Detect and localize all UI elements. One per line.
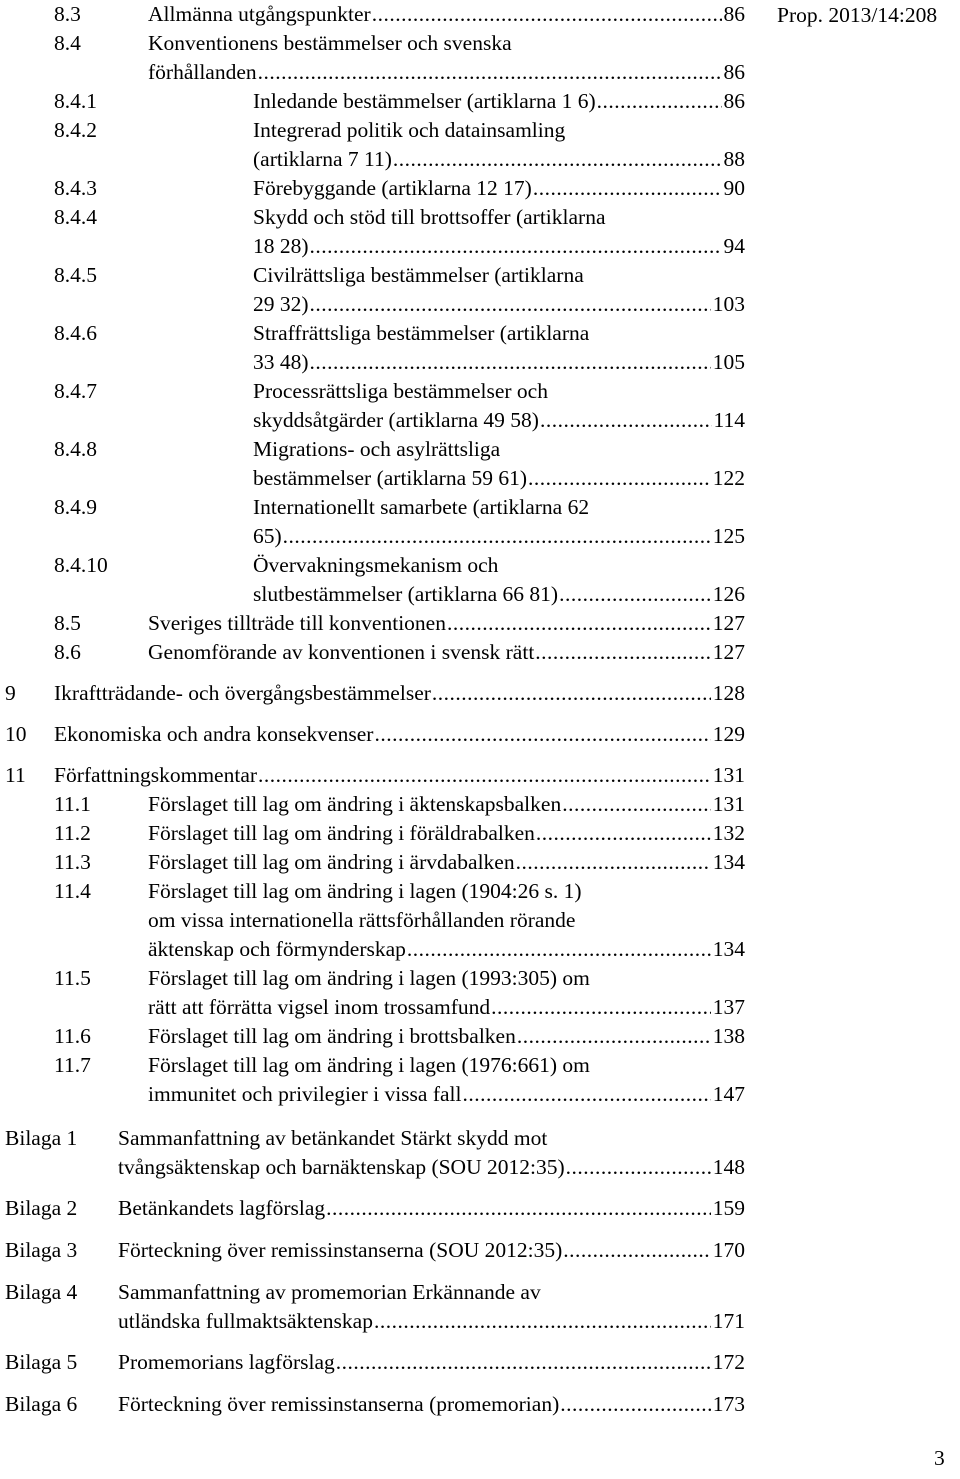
- toc-entry-title-line: Konventionens bestämmelser och svenska: [148, 31, 512, 55]
- toc-entry-title: slutbestämmelser (artiklarna 66 81): [253, 582, 559, 606]
- dot-leader: [461, 1080, 710, 1109]
- toc-entry-title: 33 48): [253, 350, 309, 374]
- toc-entry-number: 8.4: [54, 31, 81, 55]
- toc-entry-page: 159: [712, 1196, 745, 1220]
- dot-leader: [431, 679, 711, 708]
- toc-entry-page: 127: [712, 640, 745, 664]
- toc-entry-number: 8.6: [54, 640, 81, 664]
- toc-entry: [0, 435, 745, 493]
- dot-leader: [309, 290, 711, 319]
- toc-entry-title: förhållanden: [148, 60, 257, 84]
- toc-entry: [0, 720, 745, 749]
- toc-entry: [0, 116, 745, 174]
- toc-entry-title: Allmänna utgångspunkter: [148, 2, 371, 26]
- toc-entry-title: Förslaget till lag om ändring i ärvdabalken: [148, 850, 515, 874]
- toc-entry: [0, 679, 745, 708]
- dot-leader: [534, 638, 710, 667]
- toc-entry-number: 11.3: [54, 850, 91, 874]
- toc-entry-title: skyddsåtgärder (artiklarna 49 58): [253, 408, 539, 432]
- toc-entry-title: Ikraftträdande- och övergångsbestämmelser: [54, 681, 431, 705]
- toc-entry-title: (artiklarna 7 11): [253, 147, 392, 171]
- toc-entry-number: 11.5: [54, 966, 91, 990]
- toc-entry: [0, 0, 745, 29]
- toc-entry-title-line: Förslaget till lag om ändring i lagen (1993:305) om: [148, 966, 590, 990]
- toc-entry-number: 9: [5, 681, 16, 705]
- toc-entry-title-line: Processrättsliga bestämmelser och: [253, 379, 548, 403]
- toc-entry: [0, 377, 745, 435]
- toc-entry-page: 137: [712, 995, 745, 1019]
- toc-entry-page: 129: [712, 722, 745, 746]
- toc-entry-title-line: Övervakningsmekanism och: [253, 553, 499, 577]
- toc-entry-page: 131: [712, 763, 745, 787]
- toc-entry-title: immunitet och privilegier i vissa fall: [148, 1082, 462, 1106]
- toc-entry-title: utländska fullmaktsäktenskap: [118, 1309, 373, 1333]
- toc-entry-page: 126: [712, 582, 745, 606]
- toc-entry-title: rätt att förrätta vigsel inom trossamfund: [148, 995, 491, 1019]
- toc-entry: [0, 1278, 745, 1336]
- toc-entry: [0, 319, 745, 377]
- toc-entry-page: 138: [712, 1024, 745, 1048]
- toc-entry: [0, 1194, 745, 1223]
- toc-entry-page: 114: [713, 408, 745, 432]
- dot-leader: [539, 406, 712, 435]
- toc-entry-title-line: Migrations- och asylrättsliga: [253, 437, 501, 461]
- toc-entry-page: 171: [712, 1309, 745, 1333]
- toc-entry-number: 11.2: [54, 821, 91, 845]
- toc-entry-page: 128: [712, 681, 745, 705]
- toc-entry: [0, 261, 745, 319]
- page-reference-header: Prop. 2013/14:208: [777, 3, 938, 27]
- dot-leader: [392, 145, 722, 174]
- toc-entry-number: Bilaga 1: [5, 1126, 78, 1150]
- dot-leader: [596, 87, 722, 116]
- toc-entry-number: 8.4.2: [54, 118, 97, 142]
- toc-entry-title-line: Skydd och stöd till brottsoffer (artiklarna: [253, 205, 606, 229]
- toc-entry-title: Förebyggande (artiklarna 12 17): [253, 176, 532, 200]
- toc-entry: [0, 551, 745, 609]
- toc-entry-title: Betänkandets lagförslag: [118, 1196, 326, 1220]
- toc-entry: [0, 1051, 745, 1109]
- toc-entry-page: 170: [712, 1238, 745, 1262]
- toc-entry-number: Bilaga 2: [5, 1196, 78, 1220]
- toc-entry-title: 29 32): [253, 292, 309, 316]
- toc-entry-number: 8.4.7: [54, 379, 97, 403]
- toc-entry-title-line: Integrerad politik och datainsamling: [253, 118, 566, 142]
- toc-entry-title: Förslaget till lag om ändring i föräldrabalken: [148, 821, 535, 845]
- toc-entry-number: 11.4: [54, 879, 91, 903]
- toc-entry: [0, 848, 745, 877]
- toc-entry-title-line: Förslaget till lag om ändring i lagen (1976:661) om: [148, 1053, 590, 1077]
- dot-leader: [325, 1194, 711, 1223]
- toc-entry: [0, 1390, 745, 1419]
- dot-leader: [335, 1348, 711, 1377]
- toc-entry: [0, 819, 745, 848]
- toc-entry-page: 131: [712, 792, 745, 816]
- toc-entry: [0, 964, 745, 1022]
- toc-entry-page: 88: [723, 147, 745, 171]
- toc-entry-number: 8.4.6: [54, 321, 97, 345]
- dot-leader: [257, 58, 722, 87]
- toc-entry-page: 122: [712, 466, 745, 490]
- dot-leader: [561, 790, 711, 819]
- toc-entry-title: bestämmelser (artiklarna 59 61): [253, 466, 528, 490]
- toc-entry-title-line: Straffrättsliga bestämmelser (artiklarna: [253, 321, 590, 345]
- toc-entry-title-line: Internationellt samarbete (artiklarna 62: [253, 495, 590, 519]
- toc-entry: [0, 174, 745, 203]
- toc-entry-title: Promemorians lagförslag: [118, 1350, 335, 1374]
- toc-entry-title: tvångsäktenskap och barnäktenskap (SOU 2012:35): [118, 1155, 565, 1179]
- toc-entry: [0, 790, 745, 819]
- dot-leader: [257, 761, 711, 790]
- toc-entry-page: 86: [723, 60, 745, 84]
- toc-entry-page: 134: [712, 937, 745, 961]
- toc-entry-number: Bilaga 3: [5, 1238, 78, 1262]
- toc-entry: [0, 87, 745, 116]
- toc-entry-number: 8.5: [54, 611, 81, 635]
- dot-leader: [565, 1153, 711, 1182]
- toc-entry: [0, 1348, 745, 1377]
- toc-entry-page: 103: [712, 292, 745, 316]
- toc-entry: [0, 29, 745, 87]
- toc-entry-title: Ekonomiska och andra konsekvenser: [54, 722, 374, 746]
- toc-entry-page: 132: [712, 821, 745, 845]
- toc-entry-title: Författningskommentar: [54, 763, 258, 787]
- toc-entry-title-line: Sammanfattning av betänkandet Stärkt skydd mot: [118, 1126, 548, 1150]
- dot-leader: [527, 464, 711, 493]
- toc-entry: [0, 877, 745, 964]
- dot-leader: [282, 522, 711, 551]
- dot-leader: [373, 720, 710, 749]
- dot-leader: [309, 232, 722, 261]
- toc-entry-title: Genomförande av konventionen i svensk rätt: [148, 640, 535, 664]
- toc-entry-page: 173: [712, 1392, 745, 1416]
- toc-entry-page: 147: [712, 1082, 745, 1106]
- toc-entry: [0, 1022, 745, 1051]
- toc-entry-number: 11: [5, 763, 26, 787]
- toc-entry-number: 8.4.9: [54, 495, 97, 519]
- toc-entry-number: Bilaga 5: [5, 1350, 78, 1374]
- toc-entry-title: äktenskap och förmynderskap: [148, 937, 406, 961]
- toc-entry: [0, 203, 745, 261]
- toc-entry-title-line: Sammanfattning av promemorian Erkännande av: [118, 1280, 541, 1304]
- toc-entry-number: 8.4.4: [54, 205, 97, 229]
- toc-entry-title: 18 28): [253, 234, 309, 258]
- toc-entry-number: 11.1: [54, 792, 91, 816]
- toc-entry-number: 8.4.3: [54, 176, 97, 200]
- toc-entry-title: Inledande bestämmelser (artiklarna 1 6): [253, 89, 596, 113]
- toc-entry-page: 134: [712, 850, 745, 874]
- toc-entry-page: 86: [723, 2, 745, 26]
- toc-entry-number: 8.4.10: [54, 553, 108, 577]
- toc-entry-title: Förteckning över remissinstanserna (SOU 2012:35): [118, 1238, 563, 1262]
- toc-entry: [0, 1124, 745, 1182]
- toc-entry-number: 8.4.8: [54, 437, 97, 461]
- toc-entry-title-line: Civilrättsliga bestämmelser (artiklarna: [253, 263, 584, 287]
- toc-entry-number: 11.7: [54, 1053, 91, 1077]
- toc-entry: [0, 609, 745, 638]
- toc-entry-page: 148: [712, 1155, 745, 1179]
- toc-entry-number: 11.6: [54, 1024, 91, 1048]
- toc-entry-number: 8.3: [54, 2, 81, 26]
- toc-entry-page: 90: [723, 176, 745, 200]
- toc-entry-page: 127: [712, 611, 745, 635]
- toc-entry: [0, 1236, 745, 1265]
- toc-entry-page: 172: [712, 1350, 745, 1374]
- toc-entry-title: Förslaget till lag om ändring i brottsbalken: [148, 1024, 516, 1048]
- dot-leader: [559, 1390, 711, 1419]
- dot-leader: [558, 580, 711, 609]
- toc-entry: [0, 638, 745, 667]
- toc-entry-page: 94: [723, 234, 745, 258]
- toc-entry: [0, 493, 745, 551]
- toc-entry-title-line: om vissa internationella rättsförhållanden rörande: [148, 908, 576, 932]
- toc-entry-number: Bilaga 6: [5, 1392, 78, 1416]
- toc-entry: [0, 761, 745, 790]
- dot-leader: [406, 935, 711, 964]
- dot-leader: [562, 1236, 710, 1265]
- dot-leader: [446, 609, 711, 638]
- dot-leader: [516, 1022, 711, 1051]
- toc-entry-page: 105: [712, 350, 745, 374]
- toc-entry-number: Bilaga 4: [5, 1280, 78, 1304]
- toc-entry-title: 65): [253, 524, 282, 548]
- toc-entry-page: 125: [712, 524, 745, 548]
- toc-entry-number: 8.4.1: [54, 89, 97, 113]
- toc-entry-page: 86: [723, 89, 745, 113]
- dot-leader: [373, 1307, 711, 1336]
- dot-leader: [309, 348, 711, 377]
- dot-leader: [371, 0, 722, 29]
- dot-leader: [535, 819, 711, 848]
- dot-leader: [532, 174, 722, 203]
- toc-entry-number: 8.4.5: [54, 263, 97, 287]
- toc-entry-title: Sveriges tillträde till konventionen: [148, 611, 446, 635]
- toc-entry-title-line: Förslaget till lag om ändring i lagen (1904:26 s. 1): [148, 879, 582, 903]
- toc-entry-title: Förteckning över remissinstanserna (promemorian): [118, 1392, 560, 1416]
- dot-leader: [515, 848, 711, 877]
- page-number: 3: [934, 1446, 945, 1470]
- toc-entry-title: Förslaget till lag om ändring i äktenskapsbalken: [148, 792, 562, 816]
- toc-entry-number: 10: [5, 722, 27, 746]
- dot-leader: [490, 993, 711, 1022]
